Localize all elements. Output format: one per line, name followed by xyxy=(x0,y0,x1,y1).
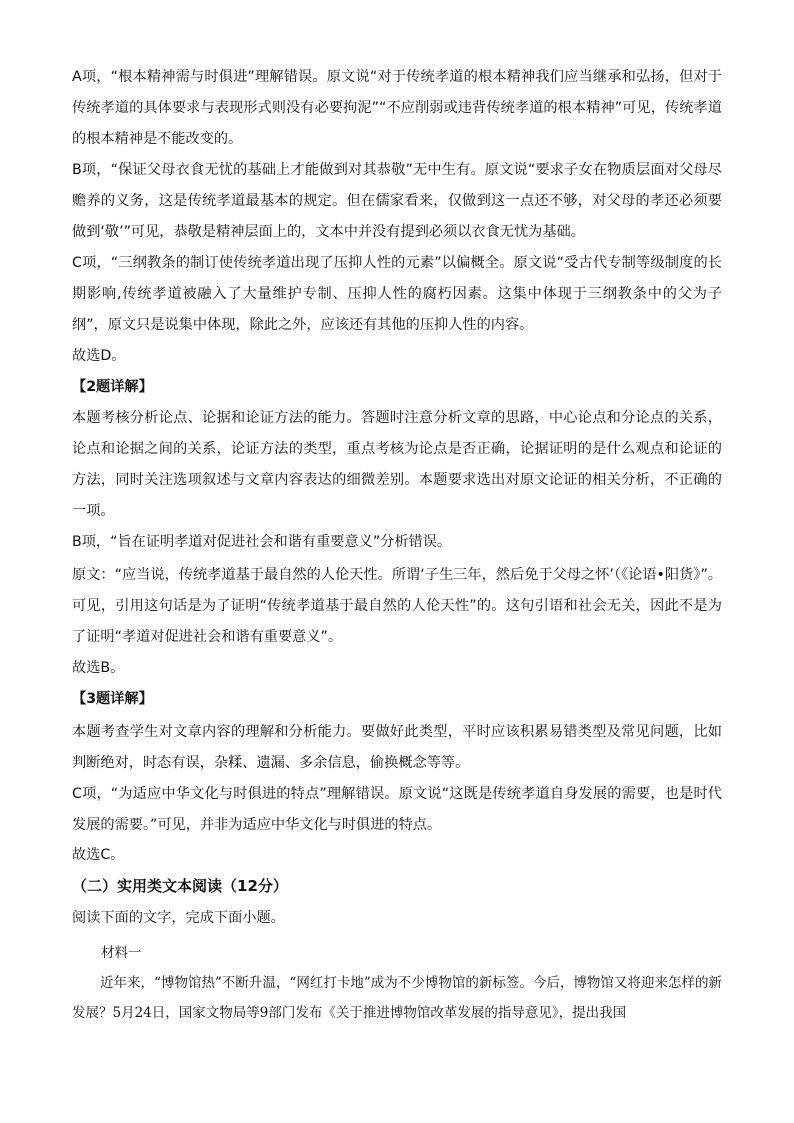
question-2-analysis: 本题考核分析论点、论据和论证方法的能力。答题时注意分析文章的思路，中心论点和分论点的关系，论点和论据之间的关系，论证方法的类型，重点考核为论点是否正确，论据证明的是什么观点和论证的方法，同时关注选项叙述与文章内容表达的细微差别。本题要求选出对原文论证的相关分析，不正确的一项。 xyxy=(72,410,722,519)
answer-b-explanation: B项，“保证父母衣食无忧的基础上才能做到对其恭敬”无中生有。原文说“要求子女在物质层面对父母尽赡养的义务，这是传统孝道最基本的规定。但在儒家看来，仅做到这一点还不够，对父母的孝还必须要做到‘敬’”可见，恭敬是精神层面上的，文本中并没有提到必须以衣食无忧为基础。 xyxy=(72,162,722,240)
question-3-option-c: C项，“为适应中华文化与时俱进的特点”理解错误。原文说“这既是传统孝道自身发展的需要，也是时代发展的需要。”可见，并非为适应中华文化与时俱进的特点。 xyxy=(72,786,722,833)
answer-conclusion-2: 故选B。 xyxy=(72,660,125,676)
material-label: 材料一 xyxy=(101,945,142,961)
question-3-analysis: 本题考查学生对文章内容的理解和分析能力。要做好此类型，平时应该积累易错类型及常见问题，比如判断绝对，时态有误，杂糅、遗漏、多余信息，偷换概念等等。 xyxy=(72,724,722,771)
question-2-heading: 【2题详解】 xyxy=(72,379,153,395)
section-title: （二）实用类文本阅读（12分） xyxy=(72,877,288,895)
question-3-heading: 【3题详解】 xyxy=(72,691,153,707)
answer-conclusion-3: 故选C。 xyxy=(72,847,125,863)
answer-conclusion-1: 故选D。 xyxy=(72,348,126,364)
answer-c-explanation: C项，“三纲教条的制订使传统孝道出现了压抑人性的元素”以偏概全。原文说“受古代专制等级制度的长期影响,传统孝道被融入了大量维护专制、压抑人性的腐朽因素。这集中体现于三纲教条中的父为子纲”，原文只是说集中体现，除此之外，应该还有其他的压抑人性的内容。 xyxy=(72,255,722,333)
material-text: 近年来，“博物馆热”不断升温，“网红打卡地”成为不少博物馆的新标签。今后，博物馆又将迎来怎样的新发展？5月24日，国家文物局等9部门发布《关于推进博物馆改革发展的指导意见》，提出我国 xyxy=(72,975,722,1021)
answer-a-explanation: A项，“根本精神需与时俱进”理解错误。原文说“对于传统孝道的根本精神我们应当继承和弘扬，但对于传统孝道的具体要求与表现形式则没有必要拘泥”“不应削弱或违背传统孝道的根本精神”可见，传统孝道的根本精神是不能改变的。 xyxy=(72,69,722,147)
question-2-option-b: B项，“旨在证明孝道对促进社会和谐有重要意义”分析错误。 xyxy=(72,534,452,550)
reading-instruction: 阅读下面的文字，完成下面小题。 xyxy=(72,910,285,926)
question-2-original-text: 原文：“应当说，传统孝道基于最自然的人伦天性。所谓‘子生三年，然后免于父母之怀’（《论语•阳货》”。可见，引用这句话是为了证明“传统孝道基于最自然的人伦天性”的。这句引语和社会无关，因此不是为了证明“孝道对促进社会和谐有重要意义”。 xyxy=(72,567,722,645)
